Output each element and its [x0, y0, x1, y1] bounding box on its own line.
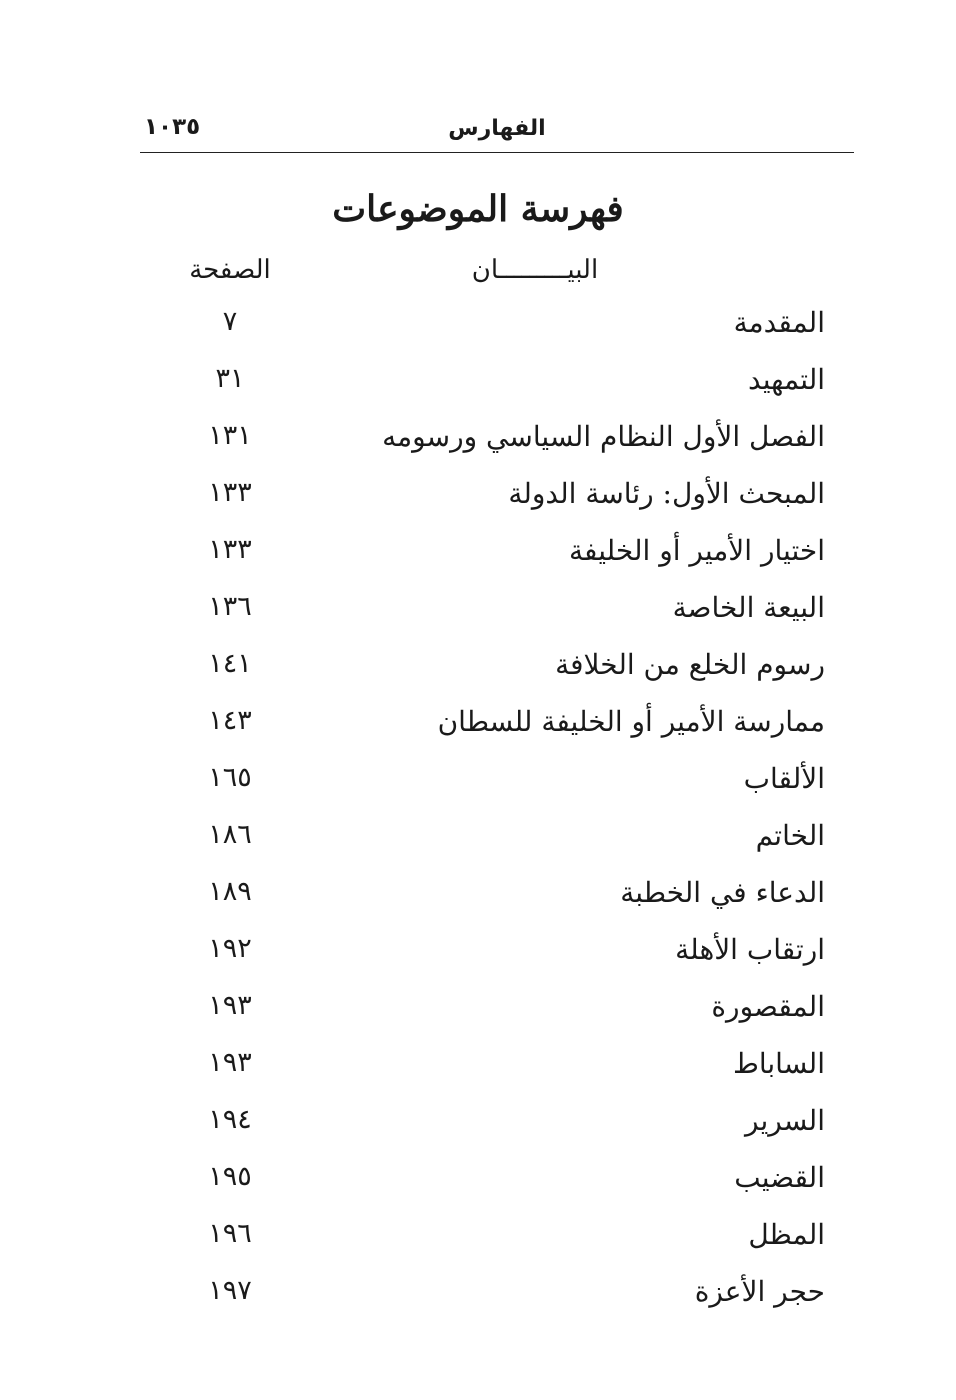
running-title: الفهارس — [448, 116, 546, 141]
toc-topic: السرير — [745, 1104, 825, 1137]
toc-topic: رسوم الخلع من الخلافة — [555, 648, 825, 681]
toc-entry — [150, 1218, 825, 1275]
toc-entry — [150, 648, 825, 705]
toc-entry — [150, 363, 825, 420]
toc-topic: البيعة الخاصة — [672, 591, 825, 624]
toc-list — [150, 306, 825, 1332]
toc-entry — [150, 306, 825, 363]
toc-topic: القضيب — [734, 1161, 825, 1194]
toc-topic: المقصورة — [711, 990, 825, 1023]
toc-page-number: ١٣٦ — [208, 591, 252, 622]
toc-topic: حجر الأعزة — [694, 1275, 825, 1308]
toc-page-number: ١٦٥ — [208, 762, 252, 793]
toc-page-number: ١٩٦ — [208, 1218, 252, 1249]
toc-page-number: ١٣٣ — [208, 477, 252, 508]
toc-topic: الخاتم — [755, 819, 825, 852]
toc-page-number: ١٣١ — [208, 420, 252, 451]
toc-entry — [150, 420, 825, 477]
toc-topic: المبحث الأول: رئاسة الدولة — [508, 477, 825, 510]
page-number: ١٠٣٥ — [144, 114, 201, 140]
running-header — [140, 112, 854, 153]
toc-page-number: ١٩٥ — [208, 1161, 252, 1192]
toc-page-number: ١٩٤ — [208, 1104, 252, 1135]
toc-topic: الألقاب — [743, 762, 825, 795]
toc-entry — [150, 1104, 825, 1161]
toc-entry — [150, 876, 825, 933]
toc-page-number: ١٨٩ — [208, 876, 252, 907]
toc-topic: المظل — [748, 1218, 825, 1251]
toc-page-number: ١٤٣ — [208, 705, 252, 736]
toc-topic: الساباط — [732, 1047, 825, 1080]
toc-page-number: ١٤١ — [208, 648, 252, 679]
toc-page-number: ١٩٣ — [208, 990, 252, 1021]
toc-entry — [150, 762, 825, 819]
toc-entry — [150, 990, 825, 1047]
toc-entry — [150, 1161, 825, 1218]
toc-entry — [150, 1047, 825, 1104]
toc-topic: الدعاء في الخطبة — [620, 876, 825, 909]
toc-entry — [150, 477, 825, 534]
toc-entry — [150, 1275, 825, 1332]
toc-topic: الفصل الأول النظام السياسي ورسومه — [382, 420, 825, 453]
toc-page-number: ١٩٣ — [208, 1047, 252, 1078]
toc-entry — [150, 534, 825, 591]
toc-page-number: ٧ — [222, 306, 238, 337]
toc-entry — [150, 819, 825, 876]
column-header-page: الصفحة — [189, 255, 271, 285]
toc-topic: ممارسة الأمير أو الخليفة للسطان — [437, 705, 825, 738]
toc-page-number: ١٨٦ — [208, 819, 252, 850]
toc-topic: ارتقاب الأهلة — [675, 933, 825, 966]
toc-entry — [150, 705, 825, 762]
toc-page-number: ١٩٧ — [208, 1275, 252, 1306]
toc-topic: اختيار الأمير أو الخليفة — [569, 534, 825, 567]
toc-entry — [150, 933, 825, 990]
toc-topic: المقدمة — [733, 306, 825, 339]
toc-topic: التمهيد — [748, 363, 825, 396]
page-title: فهرسة الموضوعات — [332, 188, 624, 230]
toc-page-number: ١٩٢ — [208, 933, 252, 964]
toc-page-number: ١٣٣ — [208, 534, 252, 565]
toc-page-number: ٣١ — [215, 363, 245, 394]
column-header-topic: البيـــــــــان — [471, 255, 599, 285]
toc-entry — [150, 591, 825, 648]
